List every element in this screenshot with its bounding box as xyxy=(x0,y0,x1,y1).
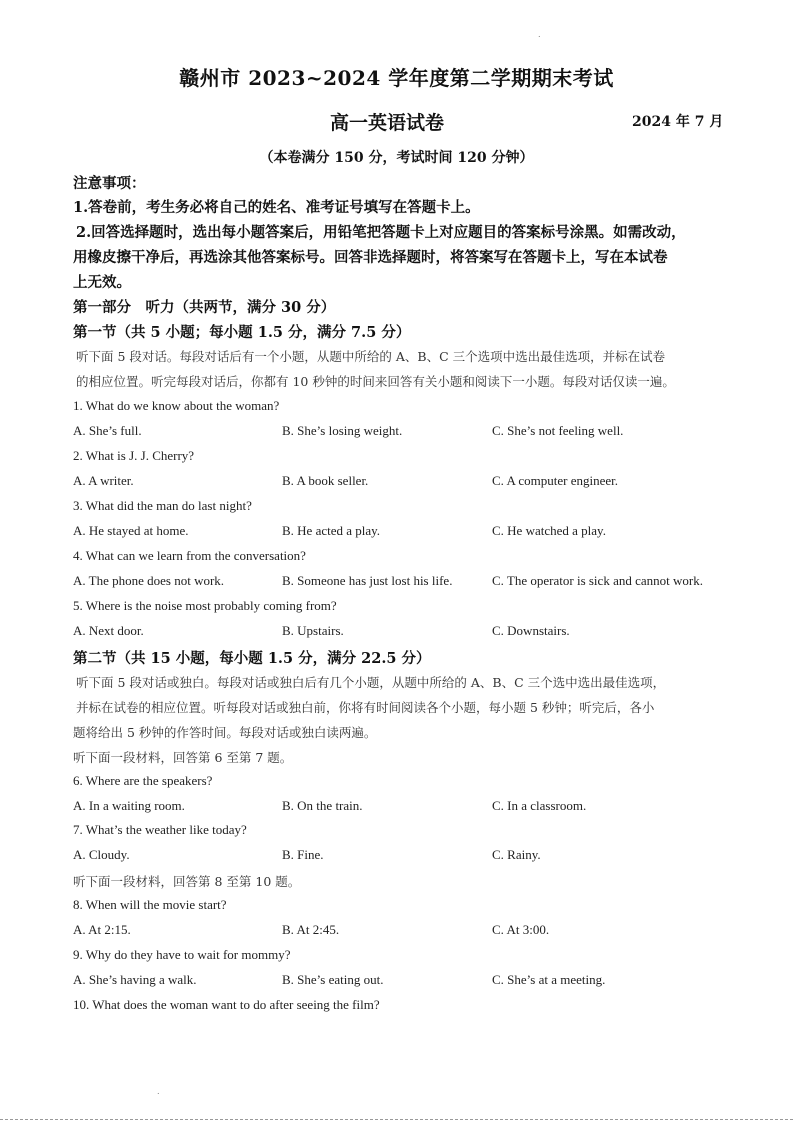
notice-item-2-line-1: 2.回答选择题时，选出每小题答案后，用铅笔把答题卡上对应题目的答案标号涂黑。如需改动， xyxy=(76,224,686,241)
question-3-option-b: B. He acted a play. xyxy=(282,523,381,538)
question-4-option-b: B. Someone has just lost his life. xyxy=(282,573,453,588)
exam-title: 赣州市 2023~2024 学年度第二学期期末考试 xyxy=(179,66,614,90)
question-7-stem: 7. What’s the weather like today? xyxy=(73,822,247,837)
question-2-option-a: A. A writer. xyxy=(73,473,134,488)
question-4-stem: 4. What can we learn from the conversation? xyxy=(73,548,306,563)
question-6-stem: 6. Where are the speakers? xyxy=(73,773,213,788)
question-9-option-c: C. She’s at a meeting. xyxy=(492,972,606,987)
question-1-option-c: C. She’s not feeling well. xyxy=(492,423,624,438)
material-note-8-10: 听下面一段材料，回答第 8 至第 10 题。 xyxy=(73,874,301,889)
material-note-6-7: 听下面一段材料，回答第 6 至第 7 题。 xyxy=(73,750,293,765)
question-7-option-a: A. Cloudy. xyxy=(73,847,130,862)
question-5-stem: 5. Where is the noise most probably coming from? xyxy=(73,598,337,613)
question-1-option-a: A. She’s full. xyxy=(73,423,142,438)
question-4-option-a: A. The phone does not work. xyxy=(73,573,225,588)
question-10-stem: 10. What does the woman want to do after seeing the film? xyxy=(73,997,380,1012)
question-2-stem: 2. What is J. J. Cherry? xyxy=(73,448,195,463)
notice-item-2-line-3: 上无效。 xyxy=(73,274,131,291)
question-3-stem: 3. What did the man do last night? xyxy=(73,498,252,513)
question-3-option-c: C. He watched a play. xyxy=(492,523,606,538)
question-8-option-b: B. At 2:45. xyxy=(282,922,340,937)
question-2-option-b: B. A book seller. xyxy=(282,473,369,488)
question-5-option-b: B. Upstairs. xyxy=(282,623,344,638)
page-bottom-rule xyxy=(0,1119,793,1120)
question-9-option-b: B. She’s eating out. xyxy=(282,972,384,987)
question-8-option-c: C. At 3:00. xyxy=(492,922,550,937)
bottom-dot: . xyxy=(157,1087,160,1096)
exam-date: 2024 年 7 月 xyxy=(632,114,724,130)
section1-instructions-line-2: 的相应位置。听完每段对话后，你都有 10 秒钟的时间来回答有关小题和阅读下一小题。每段对话仅读一遍。 xyxy=(76,374,675,389)
question-6-option-c: C. In a classroom. xyxy=(492,798,587,813)
question-6-option-b: B. On the train. xyxy=(282,798,363,813)
question-4-option-c: C. The operator is sick and cannot work. xyxy=(492,573,703,588)
question-7-option-b: B. Fine. xyxy=(282,847,324,862)
section2-instructions-line-2: 并标在试卷的相应位置。听每段对话或独白前，你将有时间阅读各个小题，每小题 5 秒钟；听完后，各小 xyxy=(76,700,655,715)
section2-instructions-line-3: 题将给出 5 秒钟的作答时间。每段对话或独白读两遍。 xyxy=(73,725,377,740)
top-dot: . xyxy=(538,30,541,39)
score-time-note: （本卷满分 150 分，考试时间 120 分钟） xyxy=(259,150,534,166)
question-8-stem: 8. When will the movie start? xyxy=(73,897,227,912)
question-9-option-a: A. She’s having a walk. xyxy=(73,972,197,987)
section2-heading: 第二节（共 15 小题，每小题 1.5 分，满分 22.5 分） xyxy=(73,650,431,667)
question-9-stem: 9. Why do they have to wait for mommy? xyxy=(73,947,291,962)
section1-heading: 第一节（共 5 小题；每小题 1.5 分，满分 7.5 分） xyxy=(73,324,411,341)
question-8-option-a: A. At 2:15. xyxy=(73,922,131,937)
question-1-option-b: B. She’s losing weight. xyxy=(282,423,403,438)
exam-subtitle: 高一英语试卷 xyxy=(330,112,445,134)
question-5-option-a: A. Next door. xyxy=(73,623,144,638)
question-1-stem: 1. What do we know about the woman? xyxy=(73,398,280,413)
notice-item-1: 1.答卷前，考生务必将自己的姓名、准考证号填写在答题卡上。 xyxy=(73,199,480,216)
question-3-option-a: A. He stayed at home. xyxy=(73,523,189,538)
notice-item-2-line-2: 用橡皮擦干净后，再选涂其他答案标号。回答非选择题时，将答案写在答题卡上，写在本试卷 xyxy=(73,249,668,266)
question-7-option-c: C. Rainy. xyxy=(492,847,541,862)
question-5-option-c: C. Downstairs. xyxy=(492,623,570,638)
notice-heading: 注意事项： xyxy=(73,175,146,192)
question-2-option-c: C. A computer engineer. xyxy=(492,473,619,488)
section1-instructions-line-1: 听下面 5 段对话。每段对话后有一个小题，从题中所给的 A、B、C 三个选项中选出最佳选项，并标在试卷 xyxy=(76,349,666,364)
part1-heading: 第一部分 听力（共两节，满分 30 分） xyxy=(73,299,336,316)
question-6-option-a: A. In a waiting room. xyxy=(73,798,185,813)
section2-instructions-line-1: 听下面 5 段对话或独白。每段对话或独白后有几个小题，从题中所给的 A、B、C 三个选中选出最佳选项， xyxy=(76,675,666,690)
